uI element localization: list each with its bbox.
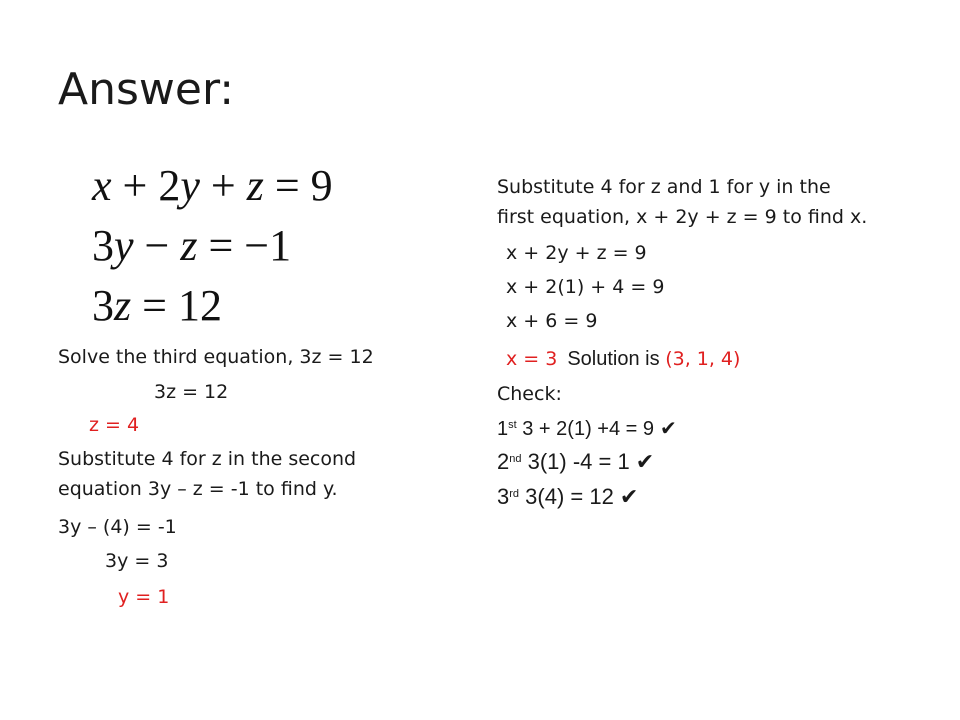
check-mark-icon: ✔	[619, 485, 639, 510]
z-result: z = 4	[89, 414, 140, 436]
slide-title: Answer:	[58, 64, 235, 115]
right-step3-line1: Substitute 4 for z and 1 for y in the	[497, 176, 831, 198]
left-step2-line2: equation 3y – z = -1 to find y.	[58, 478, 338, 500]
right-equation-a: x + 2y + z = 9	[506, 242, 647, 264]
x-result-row	[506, 347, 740, 371]
solution-label: Solution is	[567, 348, 666, 370]
equation-3: 3z = 12	[92, 281, 222, 330]
check-row-3: 3rd 3(4) = 12 ✔	[497, 484, 639, 510]
check-mark-icon: ✔	[635, 450, 655, 475]
left-step2-equation1: 3y – (4) = -1	[58, 516, 177, 538]
solution-value: (3, 1, 4)	[665, 348, 741, 370]
y-result: y = 1	[118, 586, 170, 608]
right-step3-line2: first equation, x + 2y + z = 9 to find x.	[497, 206, 868, 228]
check-label: Check:	[497, 383, 562, 405]
left-step1-equation: 3z = 12	[154, 381, 229, 403]
check-mark-icon: ✔	[660, 416, 677, 440]
right-equation-b: x + 2(1) + 4 = 9	[506, 276, 665, 298]
left-step2-line1: Substitute 4 for z in the second	[58, 448, 357, 470]
left-step1-text: Solve the third equation, 3z = 12	[58, 346, 374, 368]
check-row-1: 1st 3 + 2(1) +4 = 9 ✔	[497, 416, 677, 440]
equation-2: 3y − z = −1	[92, 221, 292, 270]
right-equation-c: x + 6 = 9	[506, 310, 598, 332]
left-step2-equation2: 3y = 3	[105, 550, 169, 572]
x-result: x = 3	[506, 348, 558, 370]
equation-1: x + 2y + z = 9	[92, 161, 333, 210]
check-row-2: 2nd 3(1) -4 = 1 ✔	[497, 449, 655, 475]
